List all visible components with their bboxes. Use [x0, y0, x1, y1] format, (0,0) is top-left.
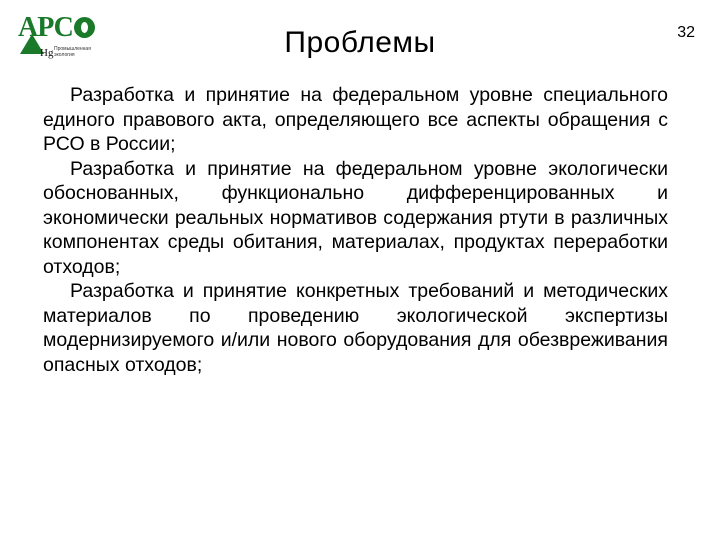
logo-letter-a: А	[18, 12, 38, 43]
logo-hg-symbol: Hg	[40, 47, 54, 59]
problem-item-1: Разработка и принятие на федеральном уровне специального единого правового акта, определяющего все аспекты обращения с РСО в России;	[43, 84, 668, 155]
slide-title: Проблемы	[284, 26, 436, 59]
slide-number: 32	[677, 24, 695, 41]
problem-item-2: Разработка и принятие на федеральном уровне экологически обоснованных, функционально дифференцированных и экономически реальных нормативов содержания ртути в различных компонентах среды обитания, материалах, продуктах переработки отходов;	[43, 157, 668, 278]
problem-item-3: Разработка и принятие конкретных требований и методических материалов по проведению экологической экспертизы модернизируемого и/или нового оборудования для обезвреживания опасных отходов;	[43, 280, 668, 376]
slide-body	[43, 83, 668, 377]
logo-subtitle: Промышленная экология	[54, 46, 91, 58]
logo-letters-rs: РС	[37, 12, 73, 43]
